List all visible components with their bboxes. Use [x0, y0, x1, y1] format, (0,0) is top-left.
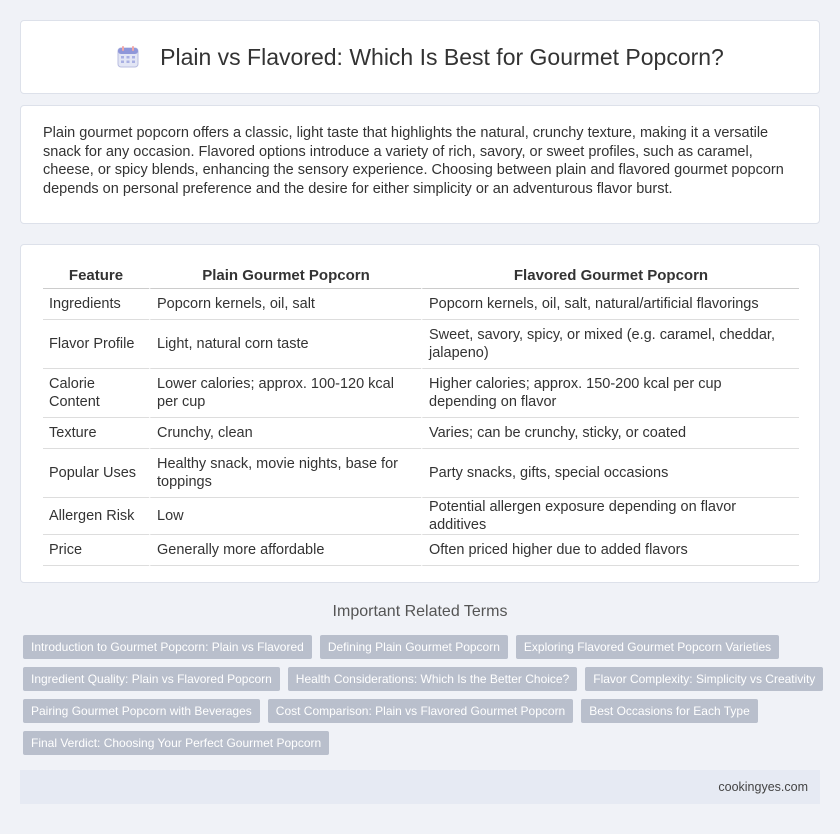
related-terms-list [23, 635, 823, 763]
flavored-cell: Often priced higher due to added flavors [421, 535, 799, 566]
related-term-tag[interactable]: Cost Comparison: Plain vs Flavored Gourmet Popcorn [268, 699, 573, 723]
table-row [43, 498, 799, 535]
related-term-tag[interactable]: Final Verdict: Choosing Your Perfect Gourmet Popcorn [23, 731, 329, 755]
flavored-cell: Party snacks, gifts, special occasions [421, 449, 799, 498]
flavored-cell: Popcorn kernels, oil, salt, natural/artificial flavorings [421, 289, 799, 320]
feature-cell: Allergen Risk [43, 498, 149, 535]
header-flavored: Flavored Gourmet Popcorn [421, 263, 799, 289]
plain-cell: Healthy snack, movie nights, base for toppings [149, 449, 421, 498]
related-terms-title: Important Related Terms [332, 603, 508, 620]
comparison-table [43, 263, 799, 566]
related-term-tag[interactable]: Flavor Complexity: Simplicity vs Creativity [585, 667, 823, 691]
table-row [43, 449, 799, 498]
comparison-card [20, 244, 820, 583]
plain-cell: Popcorn kernels, oil, salt [149, 289, 421, 320]
table-row [43, 535, 799, 566]
feature-cell: Price [43, 535, 149, 566]
related-term-tag[interactable]: Exploring Flavored Gourmet Popcorn Varieties [516, 635, 779, 659]
related-term-tag[interactable]: Introduction to Gourmet Popcorn: Plain vs Flavored [23, 635, 312, 659]
feature-cell: Flavor Profile [43, 320, 149, 369]
flavored-cell: Higher calories; approx. 150-200 kcal per cup depending on flavor [421, 369, 799, 418]
table-row [43, 289, 799, 320]
intro-card [20, 105, 820, 224]
title-card [20, 20, 820, 94]
table-row [43, 418, 799, 449]
related-term-tag[interactable]: Pairing Gourmet Popcorn with Beverages [23, 699, 260, 723]
related-term-tag[interactable]: Defining Plain Gourmet Popcorn [320, 635, 508, 659]
feature-cell: Calorie Content [43, 369, 149, 418]
page-title-text: Plain vs Flavored: Which Is Best for Gourmet Popcorn? [160, 43, 724, 70]
feature-cell: Ingredients [43, 289, 149, 320]
table-row [43, 369, 799, 418]
flavored-cell: Potential allergen exposure depending on flavor additives [421, 498, 799, 535]
calendar-icon [116, 45, 140, 69]
flavored-cell: Varies; can be crunchy, sticky, or coated [421, 418, 799, 449]
footer-site[interactable]: cookingyes.com [718, 780, 808, 794]
page-title [116, 44, 724, 71]
header-plain: Plain Gourmet Popcorn [149, 263, 421, 289]
plain-cell: Lower calories; approx. 100-120 kcal per cup [149, 369, 421, 418]
table-row [43, 320, 799, 369]
footer [20, 770, 820, 804]
plain-cell: Low [149, 498, 421, 535]
related-term-tag[interactable]: Best Occasions for Each Type [581, 699, 758, 723]
plain-cell: Light, natural corn taste [149, 320, 421, 369]
feature-cell: Texture [43, 418, 149, 449]
header-feature: Feature [43, 263, 149, 289]
intro-paragraph: Plain gourmet popcorn offers a classic, light taste that highlights the natural, crunchy texture, making it a versatile snack for any occasion. Flavored options introduce a variety of rich, savory, or sweet profiles, such as caramel, cheese, or spicy blends, enhancing the sensory experience. Choosing between plain and flavored gourmet popcorn depends on personal preference and the desire for either simplicity or an adventurous flavor burst. [43, 125, 784, 197]
flavored-cell: Sweet, savory, spicy, or mixed (e.g. caramel, cheddar, jalapeno) [421, 320, 799, 369]
related-term-tag[interactable]: Ingredient Quality: Plain vs Flavored Popcorn [23, 667, 280, 691]
plain-cell: Crunchy, clean [149, 418, 421, 449]
plain-cell: Generally more affordable [149, 535, 421, 566]
feature-cell: Popular Uses [43, 449, 149, 498]
table-header-row [43, 263, 799, 289]
related-term-tag[interactable]: Health Considerations: Which Is the Better Choice? [288, 667, 577, 691]
